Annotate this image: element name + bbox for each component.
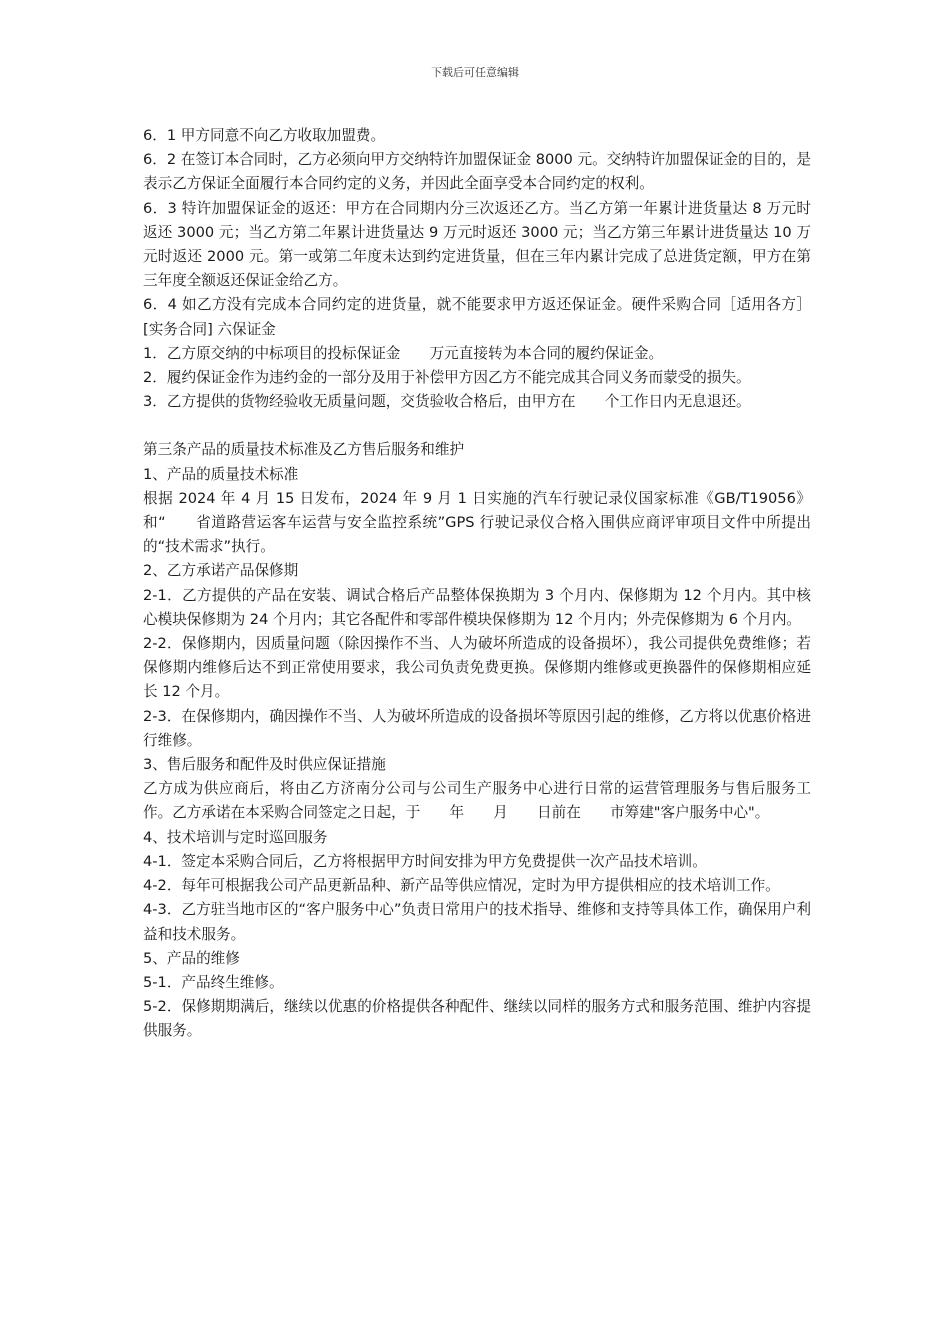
after-sales-text: 乙方成为供应商后，将由乙方济南分公司与公司生产服务中心进行日常的运营管理服务与售后服务工作。乙方承诺在本采购合同签定之日起，于 年 月 日前在 市筹建"客户服务中心"。 [143,780,811,822]
training-item-4-1: 4-1．签定本采购合同后，乙方将根据甲方时间安排为甲方免费提供一次产品技术培训。 [143,852,707,870]
warranty-item-2-3: 2-3．在保修期内，确因操作不当、人为破坏所造成的设备损坏等原因引起的维修，乙方将以优惠价格进行维修。 [143,707,811,749]
paragraph-spacer [143,414,811,438]
document-body [143,124,811,1044]
section-title-article-3: 第三条产品的质量技术标准及乙方售后服务和维护 [143,441,465,459]
deposit-item-3: 3．乙方提供的货物经验收无质量问题，交货验收合格后，由甲方在 个工作日内无息退还。 [143,393,751,411]
page-header: 下载后可任意编辑 [431,66,519,79]
subheading-maintenance: 5、产品的维修 [143,949,240,967]
clause-6-4: 6．4 如乙方没有完成本合同约定的进货量，就不能要求甲方返还保证金。硬件采购合同［适用各方］[实务合同] 六保证金 [143,296,811,338]
training-item-4-2: 4-2．每年可根据我公司产品更新品种、新产品等供应情况，定时为甲方提供相应的技术培训工作。 [143,877,780,895]
deposit-item-2: 2．履约保证金作为违约金的一部分及用于补偿甲方因乙方不能完成其合同义务而蒙受的损失。 [143,369,751,387]
subheading-training: 4、技术培训与定时巡回服务 [143,828,328,846]
subheading-warranty-period: 2、乙方承诺产品保修期 [143,562,299,580]
training-item-4-3: 4-3．乙方驻当地市区的“客户服务中心”负责日常用户的技术指导、维修和支持等具体工作，确保用户利益和技术服务。 [143,901,811,943]
warranty-item-2-2: 2-2．保修期内，因质量问题（除因操作不当、人为破坏所造成的设备损坏），我公司提供免费维修；若保修期内维修后达不到正常使用要求，我公司负责免费更换。保修期内维修或更换器件的保修期相应延长 12 个月。 [143,635,811,701]
maintenance-item-5-2: 5-2．保修期期满后，继续以优惠的价格提供各种配件、继续以同样的服务方式和服务范围、维护内容提供服务。 [143,998,811,1040]
subheading-quality-standard: 1、产品的质量技术标准 [143,465,299,483]
quality-standard-text: 根据 2024 年 4 月 15 日发布，2024 年 9 月 1 日实施的汽车行驶记录仪国家标准《GB/T19056》和“ 省道路营运客车运营与安全监控系统”GPS 行驶记录仪合格入围供应商评审项目文件中所提出的“技术需求”执行。 [143,489,811,556]
warranty-item-2-1: 2-1．乙方提供的产品在安装、调试合格后产品整体保换期为 3 个月内、保修期为 12 个月内。其中核心模块保修期为 24 个月内；其它各配件和零部件模块保修期为 12 个月内；外壳保修期为 6 个月内。 [143,586,811,628]
deposit-item-1: 1．乙方原交纳的中标项目的投标保证金 万元直接转为本合同的履约保证金。 [143,344,664,362]
clause-6-1: 6．1 甲方同意不向乙方收取加盟费。 [143,127,386,144]
subheading-after-sales: 3、售后服务和配件及时供应保证措施 [143,756,386,774]
clause-6-3: 6．3 特许加盟保证金的返还：甲方在合同期内分三次返还乙方。当乙方第一年累计进货量达 8 万元时返还 3000 元；当乙方第二年累计进货量达 9 万元时返还 3000 元；当乙方第三年累计进货量达 10 万元时返还 2000 元。第一或第二年度未达到约定进货量，但在三年内累计完成了总进货定额，甲方在第三年度全额返还保证金给乙方。 [143,199,811,290]
maintenance-item-5-1: 5-1．产品终生维修。 [143,973,284,991]
clause-6-2: 6．2 在签订本合同时，乙方必须向甲方交纳特许加盟保证金 8000 元。交纳特许加盟保证金的目的，是表示乙方保证全面履行本合同约定的义务，并因此全面享受本合同约定的权利。 [143,151,811,193]
